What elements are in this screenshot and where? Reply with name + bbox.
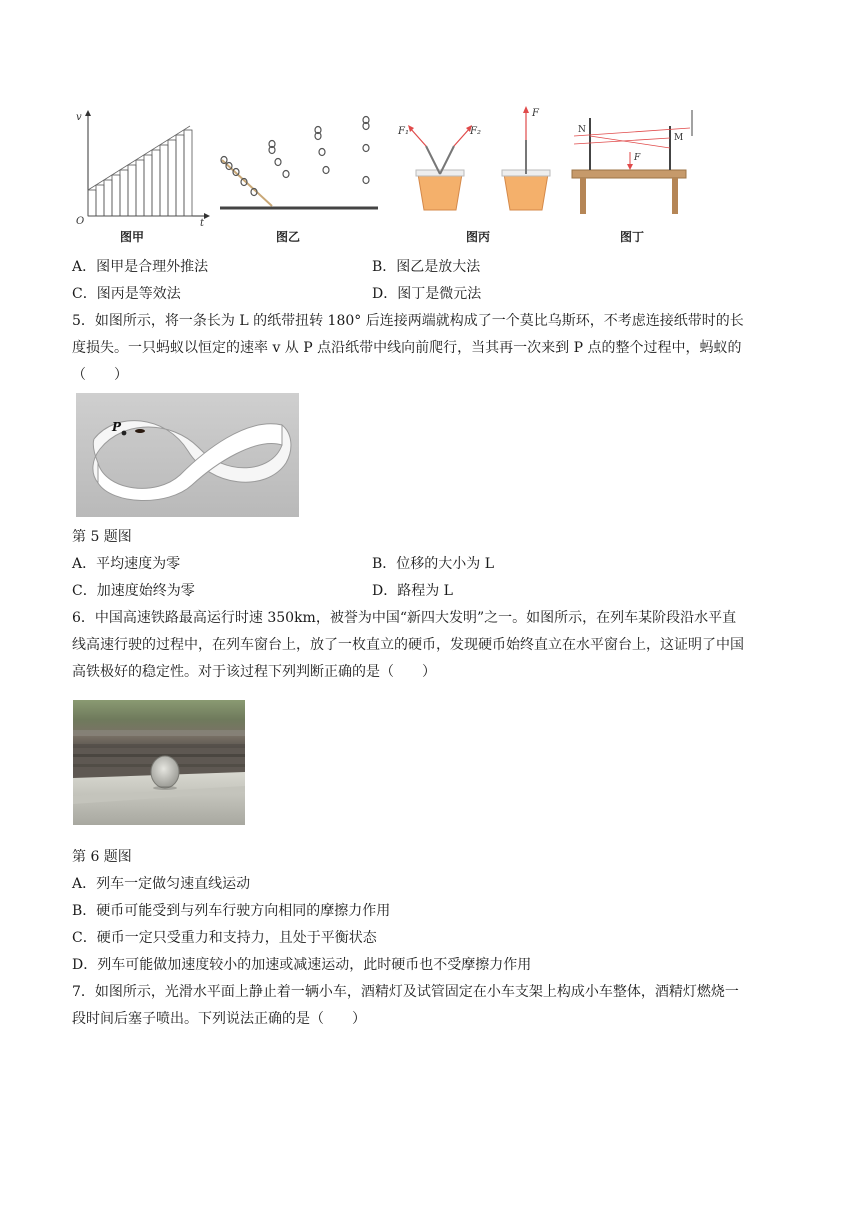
point-p-label: P (112, 420, 122, 434)
figure-yi-stroboscope (214, 110, 382, 214)
mirror-label-n: N (578, 125, 586, 135)
option-text: 列车一定做匀速直线运动 (96, 876, 251, 892)
figure-ding-mirror-table (566, 108, 696, 216)
mobius-strip-illustration (76, 393, 299, 517)
step-bar (144, 155, 152, 216)
q6-option-b (72, 901, 390, 921)
step-bar (136, 160, 144, 216)
q5-option-d (372, 581, 453, 601)
q4-option-d (372, 284, 481, 304)
step-bar (160, 145, 168, 216)
q6-stem-line-3: 高铁极好的稳定性。对于该过程下列判断正确的是（ ） (72, 664, 436, 680)
option-letter: A． (72, 259, 97, 275)
q7-stem-line-1: 7．如图所示，光滑水平面上静止着一辆小车，酒精灯及试管固定在小车支架上构成小车整体，酒精灯燃烧一 (72, 984, 739, 1000)
q5-figure-caption: 第 5 题图 (72, 529, 132, 545)
force-label-f: F (532, 108, 539, 119)
option-letter: B． (372, 556, 397, 572)
q5-stem-line-1: 5．如图所示，将一条长为 L 的纸带扭转 180° 后连接两端就构成了一个莫比乌斯环，不考虑连接纸带时的长 (72, 313, 744, 329)
q6-stem-line-1: 6．中国高速铁路最高运行时速 350km，被誉为中国“新四大发明”之一。如图所示，在列车某阶段沿水平直 (72, 610, 737, 626)
q5-option-b (372, 554, 494, 574)
option-text: 位移的大小为 L (396, 556, 495, 572)
graph-axis-v: v (76, 112, 82, 123)
option-text: 图丙是等效法 (96, 286, 181, 302)
option-letter: D． (72, 957, 98, 973)
q6-option-d (72, 955, 531, 975)
option-text: 图丁是微元法 (397, 286, 482, 302)
q7-stem-line-2: 段时间后塞子喷出。下列说法正确的是（ ） (72, 1011, 366, 1027)
option-letter: C． (72, 930, 97, 946)
graph-origin: O (76, 216, 85, 226)
q6-coin-on-windowsill-photo (73, 700, 245, 825)
step-bar (128, 165, 136, 216)
q6-stem-line-2: 线高速行驶的过程中，在列车窗台上，放了一枚直立的硬币，发现硬币始终直立在水平窗台上，这证明了中国 (72, 637, 744, 653)
option-letter: C． (72, 583, 97, 599)
option-text: 列车可能做加速度较小的加速或减速运动，此时硬币也不受摩擦力作用 (97, 957, 532, 973)
force-label-f1: F₁ (398, 126, 409, 137)
option-text: 硬币一定只受重力和支持力，且处于平衡状态 (96, 930, 377, 946)
option-text: 硬币可能受到与列车行驶方向相同的摩擦力作用 (96, 903, 391, 919)
step-bar (88, 190, 96, 216)
option-letter: B． (72, 903, 97, 919)
q5-mobius-strip-photo (76, 393, 299, 517)
step-bar (96, 185, 104, 216)
mirror-label-m: M (674, 133, 684, 143)
step-bar (112, 175, 120, 216)
figure-label-bing: 图丙 (466, 230, 491, 244)
force-label-f2: F₂ (470, 126, 481, 137)
coin-window-illustration (73, 700, 245, 825)
option-text: 图甲是合理外推法 (96, 259, 209, 275)
q6-figure-caption: 第 6 题图 (72, 849, 132, 865)
q4-option-b (372, 257, 480, 277)
q5-stem-line-3: （ ） (72, 367, 128, 383)
q6-option-a (72, 874, 250, 894)
option-text: 图乙是放大法 (396, 259, 481, 275)
step-bar (152, 150, 160, 216)
figure-label-yi: 图乙 (276, 230, 301, 244)
figure-label-ding: 图丁 (620, 230, 645, 244)
option-letter: D． (372, 583, 398, 599)
step-bar (104, 180, 112, 216)
step-bar (184, 130, 192, 216)
step-bar (120, 170, 128, 216)
mirror-label-f: F (634, 153, 641, 163)
graph-axis-t: t (200, 218, 205, 226)
q5-option-c (72, 581, 195, 601)
q6-option-c (72, 928, 377, 948)
option-letter: B． (372, 259, 397, 275)
option-letter: A． (72, 556, 97, 572)
step-bar (176, 135, 184, 216)
q5-option-a (72, 554, 180, 574)
figure-bing-force-pots (396, 104, 556, 216)
figure-label-jia: 图甲 (120, 230, 145, 244)
step-bar (168, 140, 176, 216)
option-text: 加速度始终为零 (96, 583, 195, 599)
option-letter: D． (372, 286, 398, 302)
q4-option-c (72, 284, 181, 304)
option-letter: A． (72, 876, 97, 892)
option-text: 平均速度为零 (96, 556, 181, 572)
option-text: 路程为 L (397, 583, 453, 599)
q5-stem-line-2: 度损失。一只蚂蚁以恒定的速率 v 从 P 点沿纸带中线向前爬行，当其再一次来到 P 点的整个过程中，蚂蚁的 (72, 340, 742, 356)
q4-option-a (72, 257, 208, 277)
option-letter: C． (72, 286, 97, 302)
figure-jia-vt-graph (70, 108, 210, 226)
